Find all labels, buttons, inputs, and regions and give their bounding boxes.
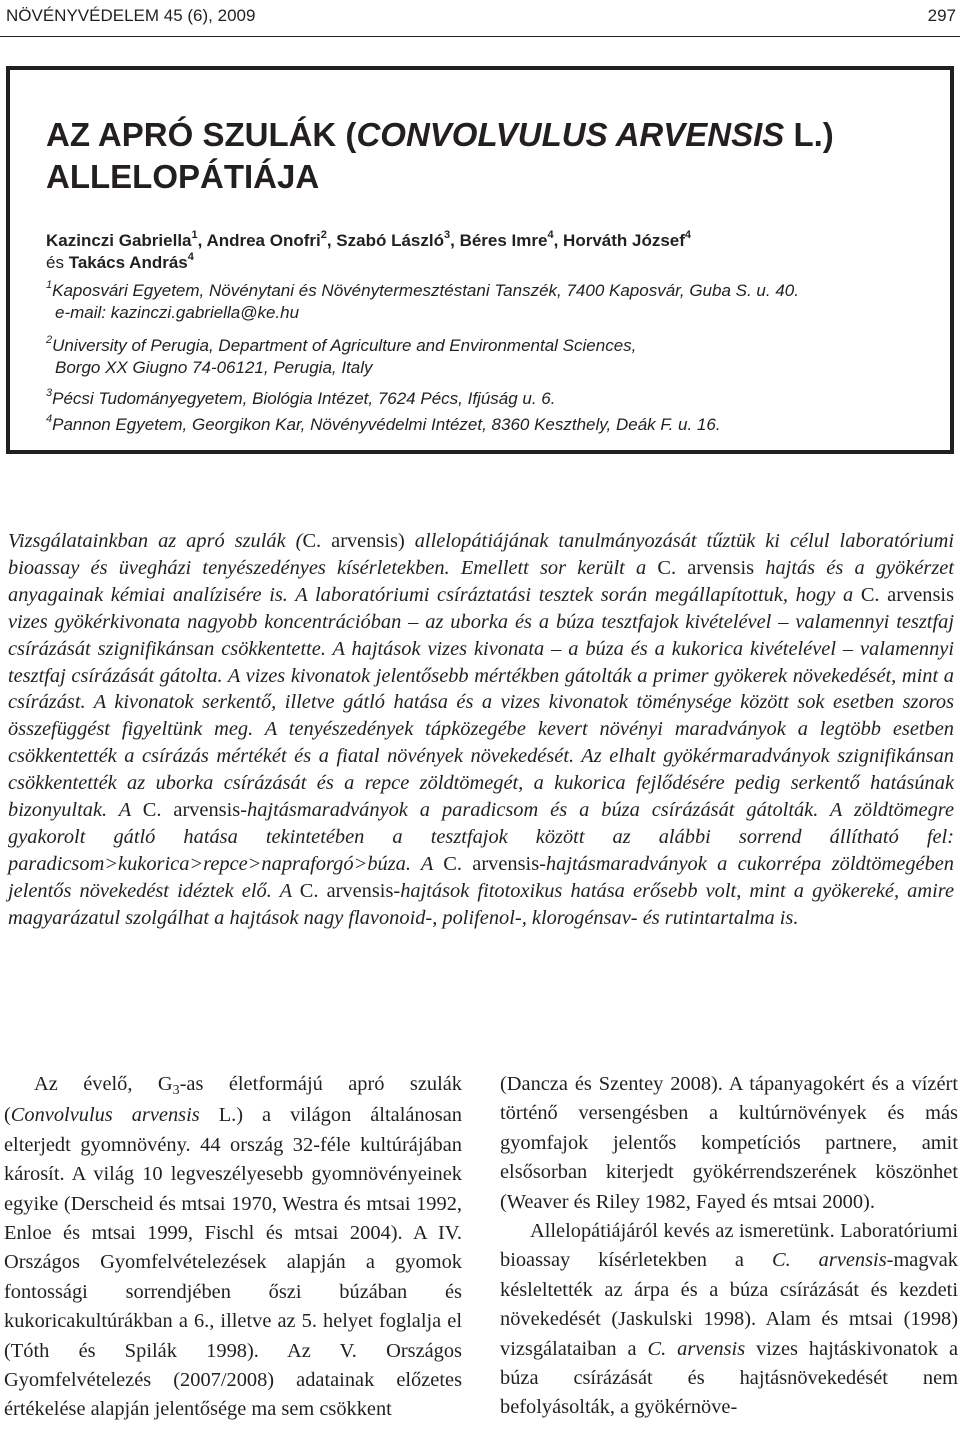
body-column-left [4, 1070, 462, 1425]
author: Kazinczi Gabriella [46, 231, 192, 250]
body-text: -as életformájú apró szulák ( [4, 1073, 462, 1127]
author: , Horváth József [553, 231, 685, 250]
running-header [0, 0, 960, 36]
body-species: Convolvulus arvensis [10, 1104, 200, 1127]
author-sup: 3 [444, 229, 451, 242]
author-list [46, 230, 936, 274]
affiliation-sup: 3 [46, 387, 53, 400]
affiliation-1 [46, 280, 936, 324]
abstract-genus: C. [142, 799, 162, 822]
affiliation-sup: 2 [46, 334, 53, 347]
body-paragraph [500, 1217, 958, 1423]
abstract-genus: C. [299, 879, 319, 902]
title-box [6, 66, 954, 454]
abstract-species: arvensis) [321, 530, 405, 552]
title-species: CONVOLVULUS ARVENSIS [356, 116, 785, 153]
body-paragraph [4, 1070, 462, 1425]
body-species: C. arvensis [771, 1249, 887, 1272]
body-paragraph: (Dancza és Szentey 2008). A tápanyagokért és a vízért történő versengésben a kultúrnövények és más gyomfajok jelentős kompetíciós partnere, amit elsősorban kiterjedt gyökérrendszerének köszönhet (Weaver és Riley 1982, Fayed és mtsai 2000). [500, 1073, 958, 1213]
abstract-text: Vizsgálatainkban az apró szulák ( [8, 530, 303, 552]
header-rule [0, 36, 960, 37]
body-species: C. arvensis [647, 1337, 746, 1360]
article-title [46, 114, 926, 198]
body-text: Allelopátiájáról kevés az ismeretünk. Laboratóriumi bioassay kísérletekben a [500, 1220, 958, 1272]
affiliation-2 [46, 335, 936, 379]
author: , Béres Imre [450, 231, 548, 250]
body-text: vizes hajtáskivonatok a búza csírázását és hajtásnövekedését nem befolyásolták, a gyökérnöve- [500, 1337, 958, 1419]
abstract-species: arvensis [676, 556, 755, 579]
author-sup: 4 [684, 229, 692, 242]
body-subscript: 3 [172, 1083, 180, 1098]
author: Takács András [63, 253, 188, 272]
abstract-text: allelopátiájának tanulmányozását tűztük ki célul laboratóriumi bioassay és üvegházi tenyészedényes kísérletekben. Emellett sor került a [8, 530, 954, 579]
author: , Andrea Onofri [197, 231, 321, 250]
affiliation-text: Kaposvári Egyetem, Növénytani és Növénytermesztéstani Tanszék, 7400 Kaposvár, Guba S. u. 40. [52, 281, 799, 300]
abstract-species: arvensis [879, 583, 954, 606]
abstract-genus: C. [657, 556, 677, 579]
abstract-text: -hajtásmaradványok a cukorrépa zöldtömegében jelentős növekedést idéztek elő. A [8, 852, 955, 902]
abstract-species: arvensis [161, 799, 241, 822]
affiliation-email: e-mail: kazinczi.gabriella@ke.hu [55, 303, 300, 322]
author: , Szabó László [326, 231, 444, 250]
abstract-genus: C. [860, 583, 880, 606]
author-sup: 2 [320, 229, 327, 242]
body-text: -magvak késleltették az árpa és a búza csírázását és kezdeti növekedését (Jaskulski 1998). Alam és mtsai (1998) vizsgálataiban a [500, 1249, 958, 1360]
title-part: L.) [784, 116, 834, 153]
affiliation-4 [46, 414, 936, 436]
body-text: Az évelő, G [34, 1073, 173, 1095]
page-number: 297 [927, 6, 956, 25]
affiliation-sup: 4 [46, 413, 53, 426]
abstract-text: hajtás és a gyökérzet anyagainak kémiai analízisére is. A laboratóriumi csíráztatási tesztek során megállapítottuk, hogy a [8, 556, 954, 606]
affiliation-text: University of Perugia, Department of Agriculture and Environmental Sciences, [52, 336, 637, 355]
abstract-text: -hajtásmaradványok a paradicsom és a búza csírázását gátolták. A zöldtömegre gyakorolt gátló hatása tekintetében a tesztfajok között az alábbi sorrend állítható fel: paradicsom>kukorica>repce>napraforgó>búza. A [8, 799, 954, 875]
affiliation-3 [46, 388, 936, 410]
affiliation-text: Pannon Egyetem, Georgikon Kar, Növényvédelmi Intézet, 8360 Keszthely, Deák F. u. 16. [52, 415, 721, 434]
abstract-text: -hajtások fitotoxikus hatása erősebb volt, mint a gyökereké, amire magyarázatul szolgálhat a hajtások nagy flavonoid-, polifenol-, klorogénsav- és rutintartalma is. [8, 879, 954, 929]
affiliation-address: Borgo XX Giugno 74-06121, Perugia, Italy [55, 358, 373, 377]
abstract-species: arvensis [462, 852, 540, 875]
title-line-2: ALLELOPÁTIÁJA [46, 158, 320, 195]
title-part: AZ APRÓ SZULÁK ( [46, 116, 357, 153]
author-conjunction: és [46, 253, 64, 272]
body-column-right [500, 1070, 958, 1423]
abstract-species: arvensis [318, 879, 394, 902]
abstract-genus: C. [302, 530, 322, 552]
author-sup: 4 [547, 229, 554, 242]
abstract-text: vizes gyökérkivonata nagyobb koncentrációban – az uborka és a búza tesztfajok kivételével – valamennyi tesztfaj csírázását szignifikánsan csökkentette. A hajtások vizes kivonata – a búza és a kukorica kivételével – valamennyi tesztfaj csírázását gátolta. A vizes kivonatok jelentősebb mértékben gátolták a primer gyökerek növekedését, mint a csírázást. A kivonatok serkentő, illetve gátló hatása és a vizes kivonatok töménysége között sok esetben szoros összefüggést figyeltünk meg. A tenyészedények tápközegébe kevert növényi maradványok a legtöbb esetben csökkentették a csírázás mértékét és a fiatal növények növekedését. Az elhalt gyökérmaradványok szignifikánsan csökkentették az uborka csírázását és a repce zöldtömegét, a kukorica fejlődésére pedig serkentő hatásúnak bizonyultak. A [8, 610, 954, 822]
abstract [8, 528, 954, 932]
abstract-genus: C. [443, 852, 462, 875]
affiliation-text: Pécsi Tudományegyetem, Biológia Intézet, 7624 Pécs, Ifjúság u. 6. [52, 389, 556, 408]
body-text: L.) a világon általánosan elterjedt gyomnövény. 44 ország 32-féle kultúrájában károsít. A világ 10 legveszélyesebb gyomnövényeinek egyike (Derscheid és mtsai 1970, Westra és mtsai 1992, Enloe és mtsai 1999, Fischl és mtsai 2004). A IV. Országos Gyomfelvételezések alapján a gyomok fontossági sorrendjében őszi búzában és kukoricakultúrákban a 6., illetve az 5. helyet foglalja el (Tóth és Spilák 1998). Az V. Országos Gyomfelvételezés (2007/2008) adatainak előzetes értékelése alapján jelentősége ma sem csökkent [4, 1104, 462, 1421]
author-sup: 4 [187, 251, 194, 264]
journal-citation: NÖVÉNYVÉDELEM 45 (6), 2009 [6, 6, 256, 25]
affiliation-sup: 1 [46, 279, 53, 292]
author-sup: 1 [191, 229, 198, 242]
